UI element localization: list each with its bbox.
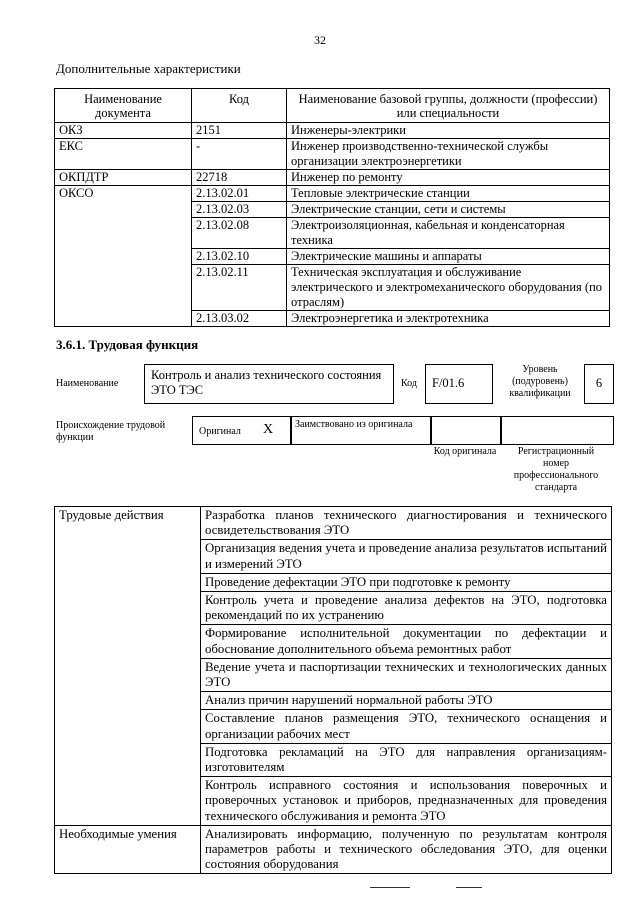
orig-code-box: [430, 416, 502, 445]
code-cell: 2.13.02.08: [192, 218, 287, 249]
skill-item: Анализировать информацию, полученную по результатам контроля параметров работы и технического обследования ЭТО, для оценки состояния оборудования: [201, 825, 612, 874]
action-item: Разработка планов технического диагностирования и технического освидетельствования ЭТО: [201, 507, 612, 540]
name-label: Наименование: [56, 378, 119, 389]
name-cell: Тепловые электрические станции: [287, 186, 610, 202]
table-row: [55, 186, 610, 202]
action-item: Подготовка рекламаций на ЭТО для направления организациям-изготовителям: [201, 743, 612, 776]
name-cell: Инженеры-электрики: [287, 123, 610, 139]
code-label: Код: [401, 378, 417, 389]
actions-label: Трудовые действия: [55, 507, 201, 826]
reg-number-box: [500, 416, 614, 445]
level-label: Уровень (подуровень) квалификации: [509, 364, 571, 399]
original-label: Оригинал: [199, 426, 241, 437]
original-box: [192, 416, 292, 445]
code-cell: 22718: [192, 170, 287, 186]
name-cell: Инженер по ремонту: [287, 170, 610, 186]
column-header: Наименование документа: [55, 89, 192, 123]
level-value: 6: [595, 376, 603, 390]
column-header: Код: [192, 89, 287, 123]
name-cell: Электрические станции, сети и системы: [287, 202, 610, 218]
name-cell: Электроэнергетика и электротехника: [287, 311, 610, 327]
doc-cell: ОКЗ: [55, 123, 192, 139]
action-item: Составление планов размещения ЭТО, технического оснащения и организации рабочих мест: [201, 710, 612, 743]
page-number: 32: [314, 33, 326, 47]
code-cell: 2.13.02.11: [192, 265, 287, 311]
labor-functions-table: [54, 506, 612, 874]
table-row: [55, 170, 610, 186]
scan-mark: [456, 887, 482, 888]
doc-cell: ЕКС: [55, 139, 192, 170]
code-cell: 2.13.02.03: [192, 202, 287, 218]
name-box: [144, 364, 394, 404]
action-item: Ведение учета и паспортизации технических и технологических данных ЭТО: [201, 658, 612, 691]
characteristics-table: [54, 88, 610, 327]
level-box: [584, 364, 614, 404]
table-row: [55, 507, 612, 540]
action-item: Проведение дефектации ЭТО при подготовке к ремонту: [201, 573, 612, 591]
action-item: Организация ведения учета и проведение анализа результатов испытаний и измерений ЭТО: [201, 540, 612, 573]
action-item: Формирование исполнительной документации по дефектации и обоснование дополнительного объема ремонтных работ: [201, 625, 612, 658]
code-cell: -: [192, 139, 287, 170]
function-name: Контроль и анализ технического состояния ЭТО ТЭС: [151, 368, 382, 397]
doc-cell: ОКСО: [55, 186, 192, 327]
table-row: [55, 123, 610, 139]
name-cell: Техническая эксплуатация и обслуживание электрического и электромеханического оборудования (по отраслям): [287, 265, 610, 311]
borrowed-label: Заимствовано из оригинала: [295, 419, 413, 430]
doc-cell: ОКПДТР: [55, 170, 192, 186]
code-cell: 2.13.03.02: [192, 311, 287, 327]
name-cell: Инженер производственно-технической службы организации электроэнергетики: [287, 139, 610, 170]
scan-mark: [370, 887, 410, 888]
skills-label: Необходимые умения: [55, 825, 201, 874]
reg-number-label: Регистрационный номер профессионального стандарта: [513, 446, 599, 493]
action-item: Контроль учета и проведение анализа дефектов на ЭТО, подготовка рекомендаций по их устранению: [201, 592, 612, 625]
name-cell: Электроизоляционная, кабельная и конденсаторная техника: [287, 218, 610, 249]
column-header: Наименование базовой группы, должности (профессии) или специальности: [287, 89, 610, 123]
table-row: [55, 139, 610, 170]
orig-code-label: Код оригинала: [433, 446, 497, 457]
action-item: Анализ причин нарушений нормальной работы ЭТО: [201, 692, 612, 710]
code-cell: 2.13.02.10: [192, 249, 287, 265]
code-box: [425, 364, 493, 404]
action-item: Контроль исправного состояния и использования поверочных и проверочных установок и приборов, предназначенных для проведения технического обслуживания и ремонта ЭТО: [201, 777, 612, 826]
table-row: [55, 825, 612, 874]
section-heading: Дополнительные характеристики: [56, 61, 241, 76]
code-cell: 2.13.02.01: [192, 186, 287, 202]
function-title: 3.6.1. Трудовая функция: [56, 337, 199, 352]
name-cell: Электрические машины и аппараты: [287, 249, 610, 265]
original-mark: X: [263, 422, 274, 437]
borrowed-box: [290, 416, 432, 445]
code-cell: 2151: [192, 123, 287, 139]
table-header-row: [55, 89, 610, 123]
origin-label: Происхождение трудовой функции: [56, 420, 166, 443]
function-code: F/01.6: [432, 376, 465, 390]
